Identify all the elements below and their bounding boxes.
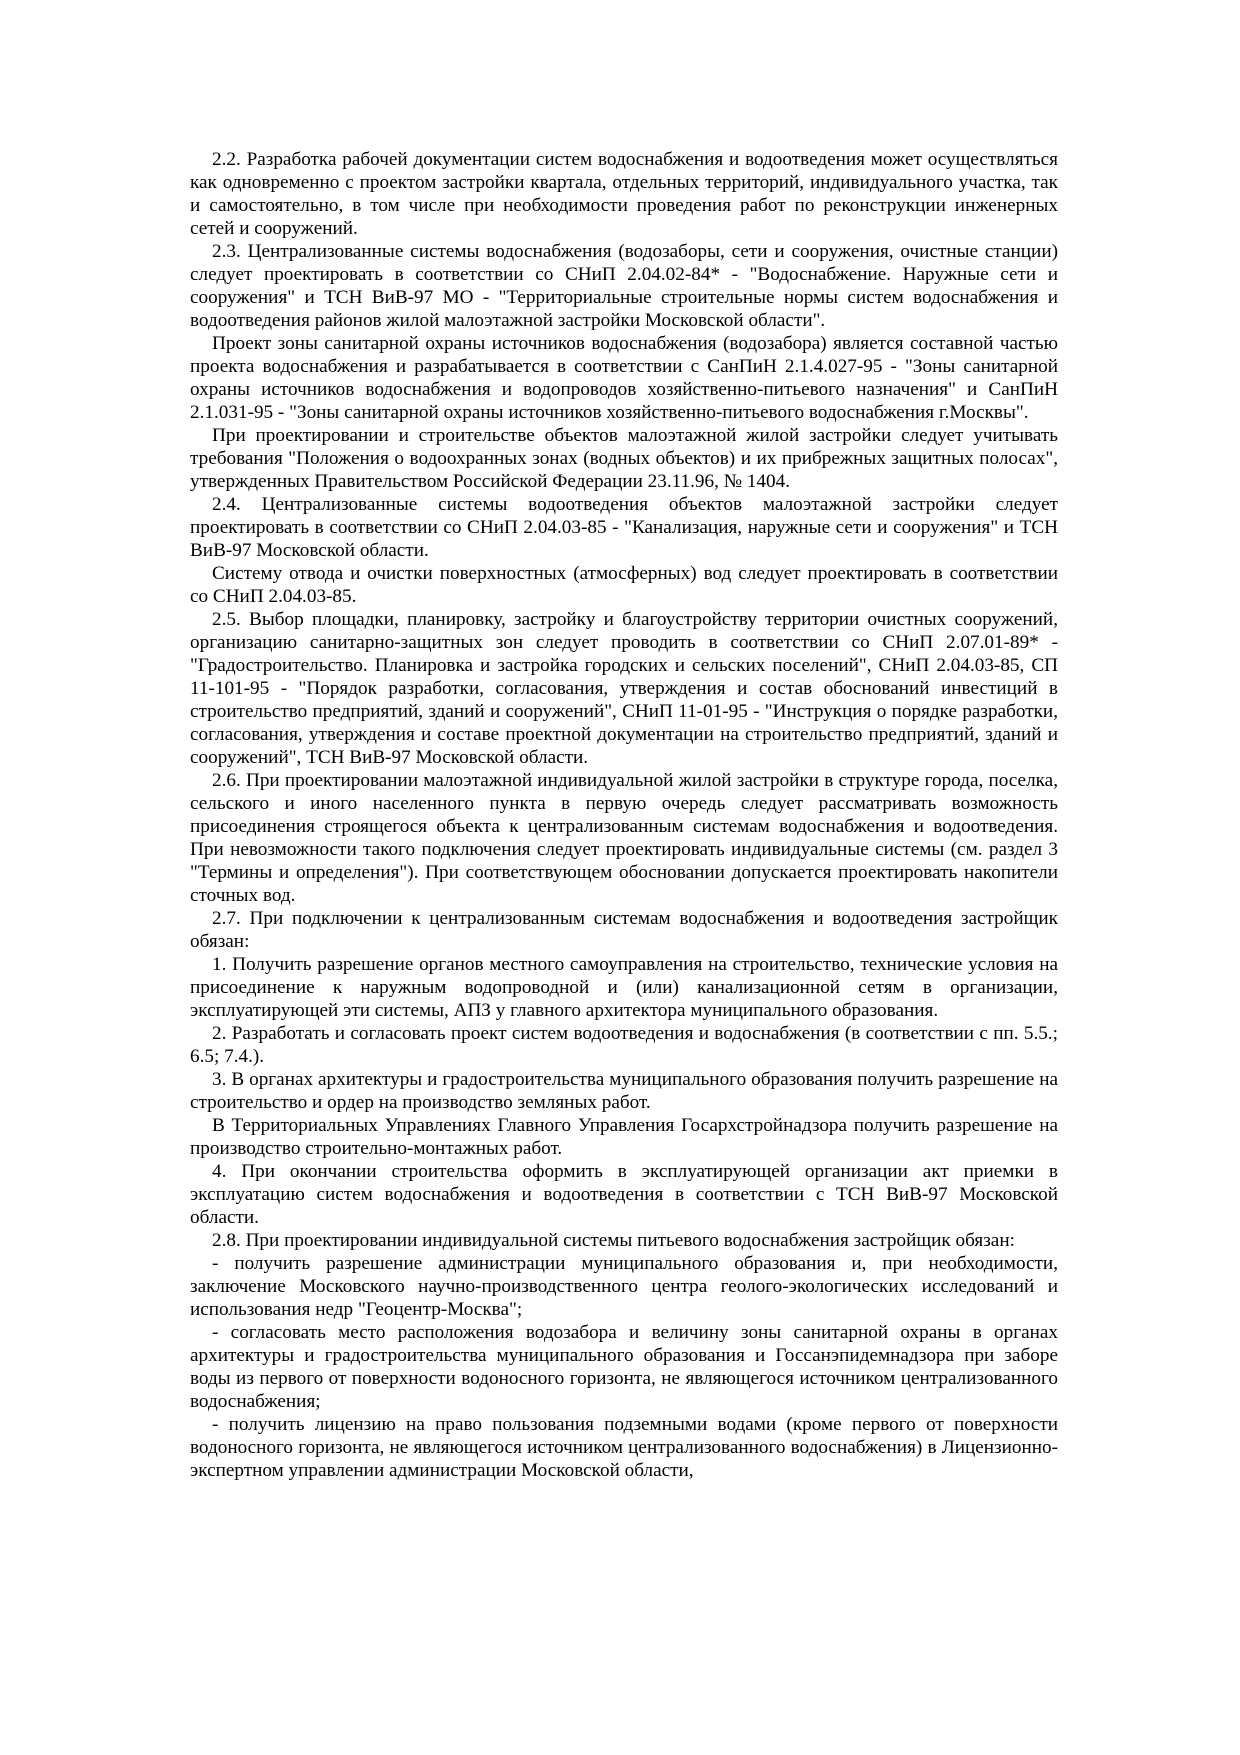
list-item-3: 3. В органах архитектуры и градостроительства муниципального образования получить разрешение на строительство и ордер на производство земляных работ. bbox=[190, 1069, 1058, 1113]
paragraph-2-2: 2.2. Разработка рабочей документации систем водоснабжения и водоотведения может осуществляться как одновременно с проектом застройки квартала, отдельных территорий, индивидуального участка, так и самостоятельно, в том числе при необходимости проведения работ по реконструкции инженерных сетей и сооружений. bbox=[190, 149, 1058, 239]
document-page bbox=[190, 148, 1058, 1482]
paragraph-2-8: 2.8. При проектировании индивидуальной системы питьевого водоснабжения застройщик обязан: bbox=[212, 1230, 1015, 1251]
dash-item-agree-location: - согласовать место расположения водозабора и величину зоны санитарной охраны в органах архитектуры и градостроительства муниципального образования и Госсанэпидемнадзора при заборе воды из первого от поверхности водоносного горизонта, не являющегося источником централизованного водоснабжения; bbox=[190, 1322, 1058, 1412]
paragraph-2-4: 2.4. Централизованные системы водоотведения объектов малоэтажной застройки следует проектировать в соответствии со СНиП 2.04.03-85 - "Канализация, наружные сети и сооружения" и ТСН ВиВ-97 Московской области. bbox=[190, 494, 1058, 561]
dash-item-permission: - получить разрешение администрации муниципального образования и, при необходимости, заключение Московского научно-производственного центра геолого-экологических исследований и использования недр "Геоцентр-Москва"; bbox=[190, 1253, 1058, 1320]
dash-item-license: - получить лицензию на право пользования подземными водами (кроме первого от поверхности водоносного горизонта, не являющегося источником централизованного водоснабжения) в Лицензионно-экспертном управлении администрации Московской области, bbox=[190, 1414, 1058, 1481]
paragraph-2-6: 2.6. При проектировании малоэтажной индивидуальной жилой застройки в структуре города, поселка, сельского и иного населенного пункта в первую очередь следует рассматривать возможность присоединения строящегося объекта к централизованным системам водоснабжения и водоотведения. При невозможности такого подключения следует проектировать индивидуальные системы (см. раздел 3 "Термины и определения"). При соответствующем обосновании допускается проектировать накопители сточных вод. bbox=[190, 770, 1058, 906]
paragraph-sanitary-zone-project: Проект зоны санитарной охраны источников водоснабжения (водозабора) является составной частью проекта водоснабжения и разрабатывается в соответствии с СанПиН 2.1.4.027-95 - "Зоны санитарной охраны источников водоснабжения и водопроводов хозяйственно-питьевого назначения" и СанПиН 2.1.031-95 - "Зоны санитарной охраны источников хозяйственно-питьевого водоснабжения г.Москвы". bbox=[190, 333, 1058, 423]
paragraph-2-7: 2.7. При подключении к централизованным системам водоснабжения и водоотведения застройщик обязан: bbox=[190, 908, 1058, 952]
paragraph-2-3: 2.3. Централизованные системы водоснабжения (водозаборы, сети и сооружения, очистные станции) следует проектировать в соответствии со СНиП 2.04.02-84* - "Водоснабжение. Наружные сети и сооружения" и ТСН ВиВ-97 МО - "Территориальные строительные нормы систем водоснабжения и водоотведения районов жилой малоэтажной застройки Московской области". bbox=[190, 241, 1058, 331]
paragraph-water-protection-zones: При проектировании и строительстве объектов малоэтажной жилой застройки следует учитывать требования "Положения о водоохранных зонах (водных объектов) и их прибрежных защитных полосах", утвержденных Правительством Российской Федерации 23.11.96, № 1404. bbox=[190, 425, 1058, 492]
list-item-2: 2. Разработать и согласовать проект систем водоотведения и водоснабжения (в соответствии с пп. 5.5.; 6.5; 7.4.). bbox=[190, 1023, 1058, 1067]
paragraph-2-5: 2.5. Выбор площадки, планировку, застройку и благоустройству территории очистных сооружений, организацию санитарно-защитных зон следует проводить в соответствии со СНиП 2.07.01-89* - "Градостроительство. Планировка и застройка городских и сельских поселений", СНиП 2.04.03-85, СП 11-101-95 - "Порядок разработки, согласования, утверждения и состав обоснований инвестиций в строительство предприятий, зданий и сооружений", СНиП 11-01-95 - "Инструкция о порядке разработки, согласования, утверждения и составе проектной документации на строительство предприятий, зданий и сооружений", ТСН ВиВ-97 Московской области. bbox=[190, 609, 1058, 768]
paragraph-surface-water-drainage: Систему отвода и очистки поверхностных (атмосферных) вод следует проектировать в соответствии со СНиП 2.04.03-85. bbox=[190, 563, 1058, 607]
list-item-1: 1. Получить разрешение органов местного самоуправления на строительство, технические условия на присоединение к наружным водопроводной и (или) канализационной сетям в организации, эксплуатирующей эти системы, АПЗ у главного архитектора муниципального образования. bbox=[190, 954, 1058, 1021]
list-item-4: 4. При окончании строительства оформить в эксплуатирующей организации акт приемки в эксплуатацию систем водоснабжения и водоотведения в соответствии с ТСН ВиВ-97 Московской области. bbox=[190, 1161, 1058, 1228]
paragraph-territorial-administration: В Территориальных Управлениях Главного Управления Госархстройнадзора получить разрешение на производство строительно-монтажных работ. bbox=[190, 1115, 1058, 1159]
